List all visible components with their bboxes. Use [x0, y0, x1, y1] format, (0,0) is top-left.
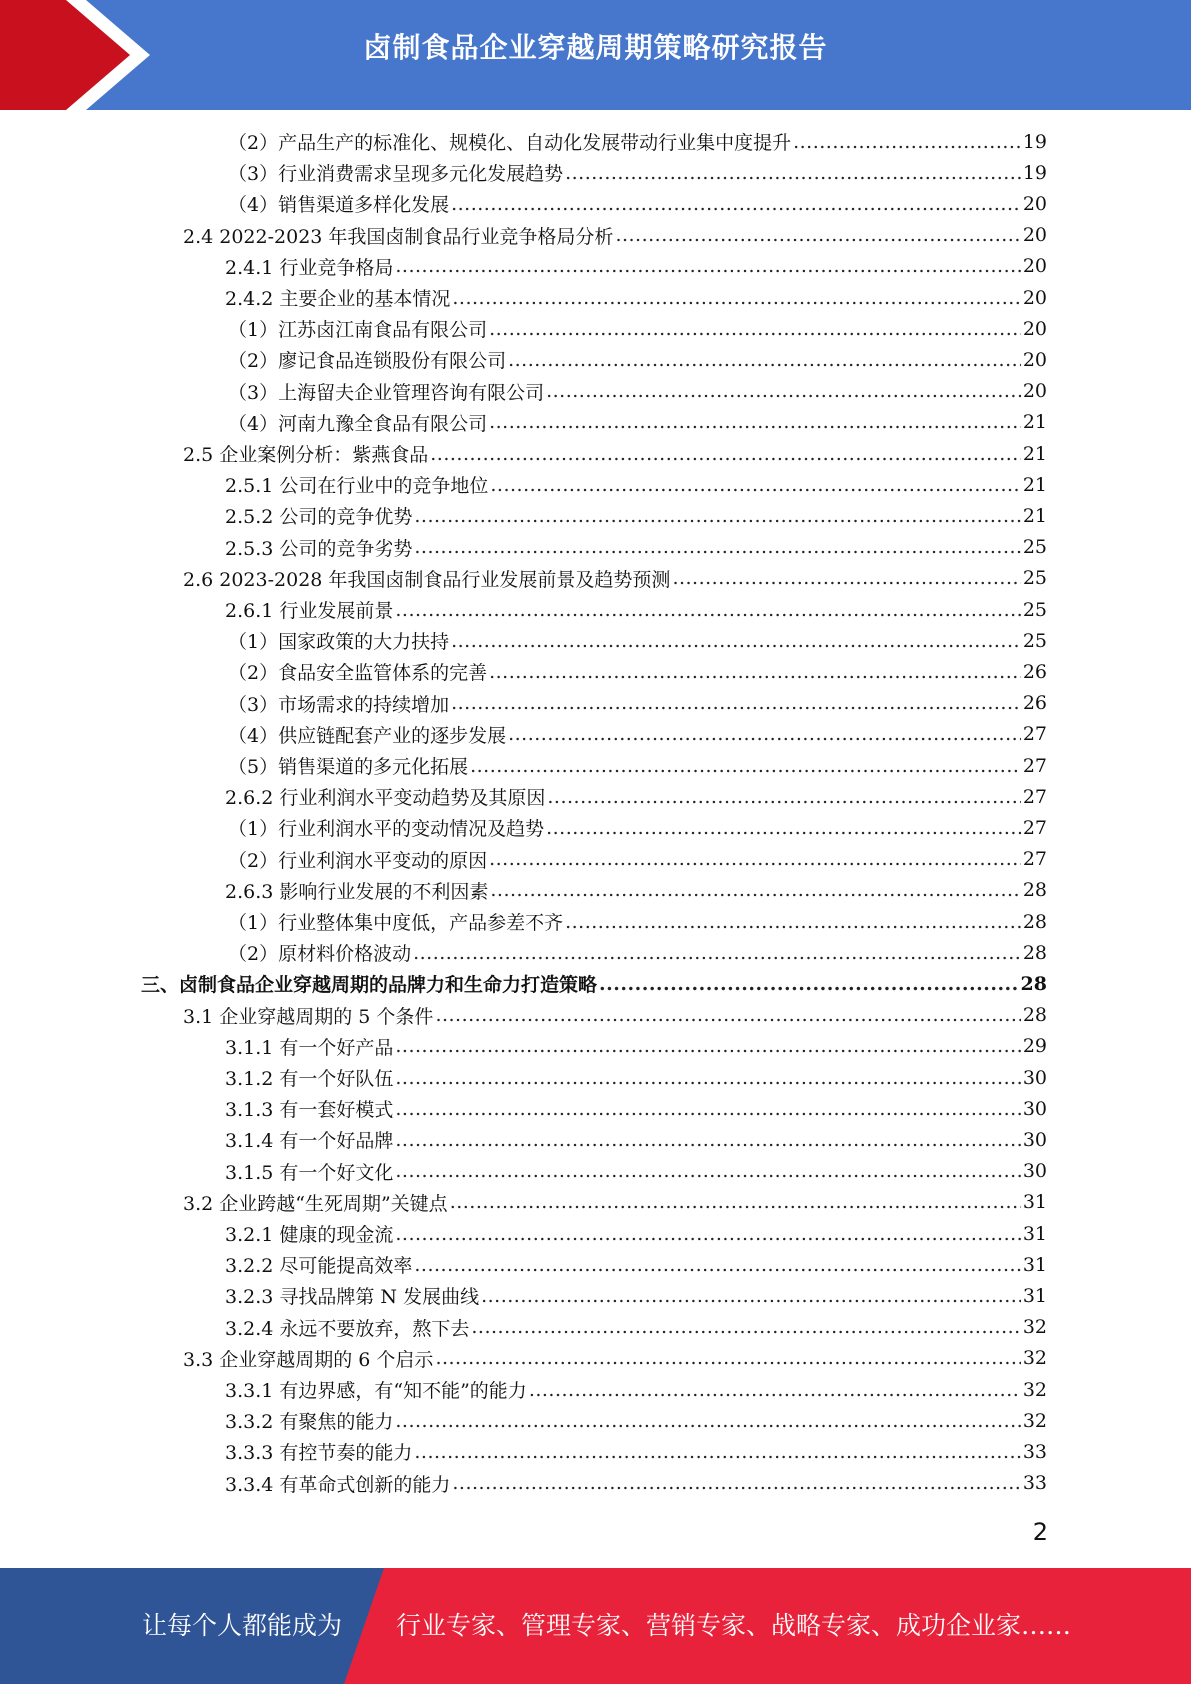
toc-entry[interactable] [183, 438, 1047, 469]
toc-dot-leader [395, 1035, 1020, 1057]
toc-entry-page: 21 [1022, 473, 1047, 496]
toc-entry-title: 3.1.2 有一个好队伍 [225, 1068, 394, 1090]
toc-entry-title: （1）国家政策的大力扶持 [228, 631, 450, 654]
toc-entry[interactable] [141, 968, 1047, 999]
toc-entry-page: 28 [1022, 910, 1047, 933]
toc-entry-page: 31 [1022, 1253, 1047, 1276]
toc-entry[interactable] [183, 220, 1047, 251]
toc-entry[interactable] [225, 1093, 1047, 1124]
toc-entry-page: 33 [1022, 1472, 1047, 1495]
toc-entry-title: 3.2.4 永远不要放弃，熬下去 [225, 1317, 470, 1340]
toc-entry[interactable] [225, 1468, 1047, 1499]
toc-dot-leader [490, 474, 1020, 496]
toc-dot-leader [435, 1347, 1020, 1369]
toc-entry[interactable] [228, 188, 1047, 219]
toc-entry-page: 26 [1022, 660, 1047, 683]
toc-dot-leader [546, 817, 1021, 839]
toc-entry-title: （2）行业利润水平变动的原因 [228, 849, 488, 872]
page-footer [0, 1568, 1191, 1684]
toc-entry-title: 2.6.1 行业发展前景 [225, 600, 394, 622]
toc-entry-page: 31 [1022, 1191, 1047, 1214]
toc-entry-page: 26 [1022, 692, 1047, 715]
toc-entry[interactable] [225, 1062, 1047, 1093]
toc-entry-title: 3.1.3 有一套好模式 [225, 1099, 394, 1122]
toc-dot-leader [793, 131, 1021, 153]
toc-entry-title: （2）廖记食品连锁股份有限公司 [228, 350, 507, 373]
toc-dot-leader [451, 692, 1021, 714]
toc-dot-leader [414, 505, 1020, 527]
toc-dot-leader [395, 255, 1020, 277]
toc-dot-leader [481, 1285, 1021, 1307]
toc-dot-leader [452, 1472, 1020, 1494]
toc-dot-leader [565, 911, 1021, 933]
toc-dot-leader [489, 661, 1021, 683]
toc-entry-page: 20 [1022, 348, 1047, 371]
page-number: 2 [1032, 1518, 1048, 1546]
toc-dot-leader [395, 1223, 1020, 1245]
toc-entry-title: 3.1 企业穿越周期的 5 个条件 [183, 1005, 434, 1028]
toc-entry-page: 28 [1020, 972, 1047, 995]
toc-entry[interactable] [228, 719, 1047, 750]
toc-entry-title: （4）河南九豫全食品有限公司 [228, 412, 488, 435]
toc-entry[interactable] [228, 812, 1047, 843]
toc-dot-leader [599, 973, 1019, 995]
toc-entry-title: 3.3.3 有控节奏的能力 [225, 1442, 413, 1465]
toc-entry-title: （2）原材料价格波动 [228, 943, 412, 966]
toc-entry[interactable] [228, 656, 1047, 687]
toc-entry-page: 21 [1022, 442, 1047, 465]
toc-dot-leader [508, 349, 1021, 371]
toc-entry[interactable] [228, 157, 1047, 188]
toc-dot-leader [414, 536, 1020, 558]
toc-entry[interactable] [225, 1156, 1047, 1187]
toc-dot-leader [470, 755, 1021, 777]
toc-dot-leader [451, 630, 1021, 652]
toc-entry-page: 32 [1022, 1409, 1047, 1432]
toc-entry-title: 3.3.2 有聚焦的能力 [225, 1411, 394, 1434]
toc-entry[interactable] [225, 1436, 1047, 1467]
toc-dot-leader [450, 1191, 1021, 1213]
toc-dot-leader [489, 411, 1021, 433]
toc-dot-leader [413, 942, 1021, 964]
toc-entry-page: 27 [1022, 816, 1047, 839]
toc-entry[interactable] [225, 594, 1047, 625]
toc-entry[interactable] [228, 844, 1047, 875]
toc-dot-leader [565, 162, 1021, 184]
toc-entry-page: 33 [1022, 1440, 1047, 1463]
toc-dot-leader [395, 1410, 1020, 1432]
footer-slogan-left: 让每个人都能成为 [142, 1611, 343, 1640]
toc-entry[interactable] [225, 532, 1047, 563]
toc-dot-leader [451, 193, 1021, 215]
toc-entry-page: 20 [1022, 380, 1047, 403]
toc-entry-page: 30 [1022, 1097, 1047, 1120]
toc-entry-title: 3.1.1 有一个好产品 [225, 1036, 394, 1059]
toc-entry-page: 31 [1022, 1284, 1047, 1307]
toc-dot-leader [508, 723, 1021, 745]
toc-dot-leader [435, 1004, 1020, 1026]
toc-entry[interactable] [225, 781, 1047, 812]
toc-entry[interactable] [228, 407, 1047, 438]
toc-entry[interactable] [228, 313, 1047, 344]
toc-entry[interactable] [228, 126, 1047, 157]
toc-entry[interactable] [228, 937, 1047, 968]
header-arrow-decoration [0, 0, 150, 110]
toc-entry-title: 3.3.4 有革命式创新的能力 [225, 1473, 451, 1496]
toc-entry-title: 2.5.1 公司在行业中的竞争地位 [225, 475, 489, 498]
toc-entry-title: （1）行业利润水平的变动情况及趋势 [228, 818, 545, 841]
report-title: 卤制食品企业穿越周期策略研究报告 [363, 31, 828, 64]
toc-entry-page: 27 [1022, 848, 1047, 871]
toc-entry[interactable] [225, 500, 1047, 531]
toc-entry-title: 2.5.2 公司的竞争优势 [225, 506, 413, 529]
toc-entry-page: 27 [1022, 785, 1047, 808]
toc-entry[interactable] [228, 688, 1047, 719]
toc-entry[interactable] [225, 1280, 1047, 1311]
toc-entry-title: （2）食品安全监管体系的完善 [228, 662, 488, 685]
toc-entry-page: 19 [1022, 130, 1047, 153]
toc-entry-page: 29 [1022, 1035, 1047, 1058]
toc-entry[interactable] [228, 906, 1047, 937]
toc-entry-title: 2.4.1 行业竞争格局 [225, 256, 394, 279]
toc-entry-page: 30 [1022, 1128, 1047, 1151]
toc-entry-page: 27 [1022, 754, 1047, 777]
toc-entry[interactable] [225, 251, 1047, 282]
toc-entry-page: 21 [1022, 504, 1047, 527]
toc-dot-leader [395, 1098, 1020, 1120]
toc-entry[interactable] [183, 1343, 1047, 1374]
toc-entry-title: 3.2.2 尽可能提高效率 [225, 1255, 413, 1278]
toc-dot-leader [452, 287, 1020, 309]
toc-dot-leader [489, 848, 1021, 870]
toc-dot-leader [489, 318, 1021, 340]
toc-entry-page: 30 [1022, 1160, 1047, 1183]
toc-entry-title: 3.3 企业穿越周期的 6 个启示 [183, 1348, 434, 1371]
toc-entry-title: 三、卤制食品企业穿越周期的品牌力和生命力打造策略 [141, 974, 598, 997]
toc-entry[interactable] [225, 1405, 1047, 1436]
toc-entry-title: 3.2 企业跨越“生死周期”关键点 [183, 1192, 448, 1215]
toc-dot-leader [395, 1129, 1020, 1151]
toc-entry-page: 31 [1022, 1222, 1047, 1245]
toc-entry-page: 25 [1022, 567, 1047, 590]
toc-entry-title: 3.2.3 寻找品牌第 N 发展曲线 [225, 1286, 480, 1309]
toc-dot-leader [615, 224, 1020, 246]
toc-dot-leader [430, 443, 1021, 465]
toc-entry-page: 28 [1022, 1004, 1047, 1027]
toc-entry-title: 3.2.1 健康的现金流 [225, 1224, 394, 1246]
toc-dot-leader [414, 1441, 1020, 1463]
toc-entry-title: 2.4.2 主要企业的基本情况 [225, 288, 451, 310]
toc-entry-title: 3.1.5 有一个好文化 [225, 1161, 394, 1184]
toc-entry[interactable] [225, 469, 1047, 500]
toc-dot-leader [547, 786, 1020, 808]
toc-dot-leader [395, 1067, 1020, 1089]
toc-entry-page: 20 [1022, 192, 1047, 215]
toc-entry[interactable] [228, 625, 1047, 656]
toc-entry[interactable] [225, 1031, 1047, 1062]
toc-entry[interactable] [228, 376, 1047, 407]
toc-entry-page: 20 [1022, 286, 1047, 309]
toc-dot-leader [672, 567, 1020, 589]
toc-entry-page: 27 [1022, 723, 1047, 746]
footer-slogan-right: 行业专家、管理专家、营销专家、战略专家、成功企业家…… [396, 1611, 1072, 1640]
toc-entry[interactable] [183, 1000, 1047, 1031]
toc-entry-page: 32 [1022, 1378, 1047, 1401]
toc-entry[interactable] [225, 875, 1047, 906]
toc-dot-leader [546, 380, 1021, 402]
toc-dot-leader [529, 1379, 1021, 1401]
toc-entry[interactable] [183, 563, 1047, 594]
toc-entry-title: 2.5.3 公司的竞争劣势 [225, 537, 413, 560]
toc-dot-leader [471, 1316, 1020, 1338]
toc-entry[interactable] [225, 1124, 1047, 1155]
toc-entry-page: 19 [1022, 161, 1047, 184]
toc-entry[interactable] [228, 344, 1047, 375]
toc-entry-page: 28 [1022, 941, 1047, 964]
toc-entry-title: （4）供应链配套产业的逐步发展 [228, 724, 507, 747]
toc-entry-page: 25 [1022, 598, 1047, 621]
toc-entry[interactable] [225, 1312, 1047, 1343]
toc-entry-title: 2.6 2023-2028 年我国卤制食品行业发展前景及趋势预测 [183, 568, 671, 591]
toc-dot-leader [490, 879, 1020, 901]
toc-entry-title: （5）销售渠道的多元化拓展 [228, 756, 469, 778]
toc-entry[interactable] [225, 1249, 1047, 1280]
toc-entry-title: （3）上海留夫企业管理咨询有限公司 [228, 381, 545, 404]
toc-entry-page: 32 [1022, 1347, 1047, 1370]
toc-entry-title: 2.6.2 行业利润水平变动趋势及其原因 [225, 787, 546, 810]
toc-entry[interactable] [228, 750, 1047, 781]
toc-entry-title: 3.3.1 有边界感，有“知不能”的能力 [225, 1380, 527, 1402]
toc-entry-title: 2.6.3 影响行业发展的不利因素 [225, 880, 489, 903]
toc-entry-page: 25 [1022, 536, 1047, 559]
toc-dot-leader [395, 599, 1020, 621]
toc-entry[interactable] [225, 1218, 1047, 1249]
toc-entry-page: 32 [1022, 1316, 1047, 1339]
toc-entry-title: （2）产品生产的标准化、规模化、自动化发展带动行业集中度提升 [228, 132, 792, 154]
toc-entry[interactable] [183, 1187, 1047, 1218]
toc-entry-title: （4）销售渠道多样化发展 [228, 194, 450, 217]
toc-entry-page: 20 [1022, 317, 1047, 340]
toc-entry-page: 21 [1022, 411, 1047, 434]
toc-entry[interactable] [225, 1374, 1047, 1405]
toc-entry-title: （3）市场需求的持续增加 [228, 693, 450, 716]
toc-entry-title: （1）江苏卤江南食品有限公司 [228, 319, 488, 342]
toc-entry-title: 2.4 2022-2023 年我国卤制食品行业竞争格局分析 [183, 225, 614, 248]
toc-entry-page: 25 [1022, 629, 1047, 652]
toc-entry[interactable] [225, 282, 1047, 313]
toc-entry-title: 3.1.4 有一个好品牌 [225, 1130, 394, 1153]
toc-entry-title: （1）行业整体集中度低，产品参差不齐 [228, 912, 564, 934]
toc-entry-title: （3）行业消费需求呈现多元化发展趋势 [228, 163, 564, 186]
page-header [0, 0, 1191, 110]
toc-entry-page: 20 [1022, 224, 1047, 247]
toc-dot-leader [395, 1160, 1020, 1182]
toc-entry-page: 30 [1022, 1066, 1047, 1089]
toc-dot-leader [414, 1254, 1020, 1276]
toc-entry-title: 2.5 企业案例分析：紫燕食品 [183, 444, 429, 466]
toc-entry-page: 28 [1022, 879, 1047, 902]
toc-entry-page: 20 [1022, 255, 1047, 278]
